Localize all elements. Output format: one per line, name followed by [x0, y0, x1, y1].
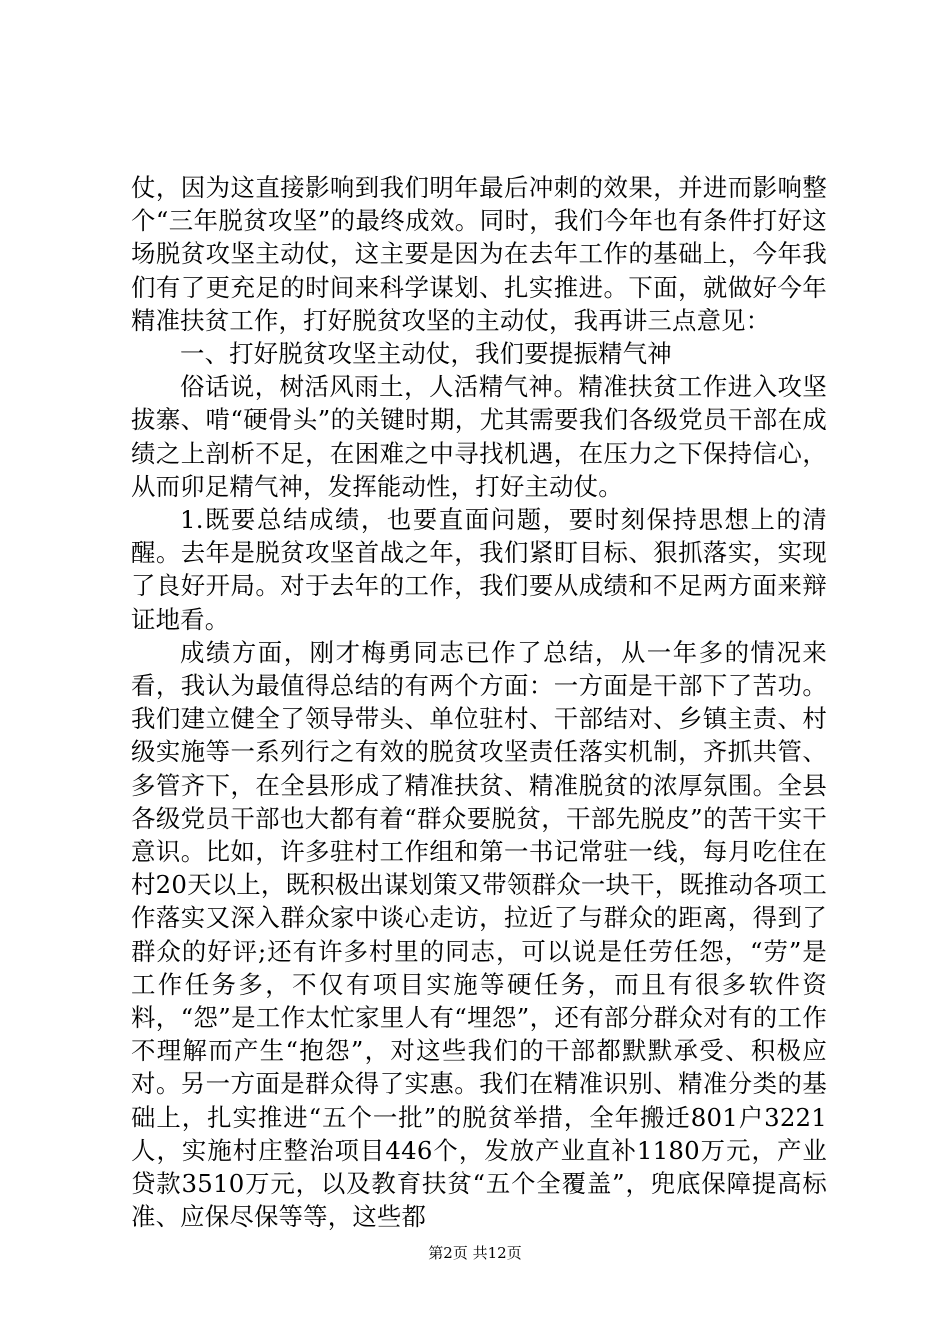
paragraph-point-one: 1.既要总结成绩，也要直面问题，要时刻保持思想上的清醒。去年是脱贫攻坚首战之年，我们紧盯目标、狠抓落实，实现了良好开局。对于去年的工作，我们要从成绩和不足两方面来辩证地看。	[131, 505, 827, 634]
paragraph-achievements: 成绩方面，刚才梅勇同志已作了总结，从一年多的情况来看，我认为最值得总结的有两个方面：一方面是干部下了苦功。我们建立健全了领导带头、单位驻村、干部结对、乡镇主责、村级实施等一系列行之有效的脱贫攻坚责任落实机制，齐抓共管、多管齐下，在全县形成了精准扶贫、精准脱贫的浓厚氛围。全县各级党员干部也大都有着“群众要脱贫，干部先脱皮”的苦干实干意识。比如，许多驻村工作组和第一书记常驻一线，每月吃住在村20天以上，既积极出谋划策又带领群众一块干，既推动各项工作落实又深入群众家中谈心走访，拉近了与群众的距离，得到了群众的好评;还有许多村里的同志，可以说是任劳任怨，“劳”是工作任务多，不仅有项目实施等硬任务，而且有很多软件资料，“怨”是工作太忙家里人有“埋怨”，还有部分群众对有的工作不理解而产生“抱怨”，对这些我们的干部都默默承受、积极应对。另一方面是群众得了实惠。我们在精准识别、精准分类的基础上，扎实推进“五个一批”的脱贫举措，全年搬迁801户3221人，实施村庄整治项目446个，发放产业直补1180万元，产业贷款3510万元，以及教育扶贫“五个全覆盖”，兜底保障提高标准、应保尽保等等，这些都	[131, 637, 827, 1232]
document-body	[131, 171, 827, 1234]
paragraph-continuation: 仗，因为这直接影响到我们明年最后冲刺的效果，并进而影响整个“三年脱贫攻坚”的最终成效。同时，我们今年也有条件打好这场脱贫攻坚主动仗，这主要是因为在去年工作的基础上，今年我们有了更充足的时间来科学谋划、扎实推进。下面，就做好今年精准扶贫工作，打好脱贫攻坚的主动仗，我再讲三点意见：	[131, 173, 827, 335]
paragraph-proverb: 俗话说，树活风雨土，人活精气神。精准扶贫工作进入攻坚拔寨、啃“硬骨头”的关键时期，尤其需要我们各级党员干部在成绩之上剖析不足，在困难之中寻找机遇，在压力之下保持信心，从而卯足精气神，发挥能动性，打好主动仗。	[131, 372, 827, 501]
section-heading: 一、打好脱贫攻坚主动仗，我们要提振精气神	[180, 339, 672, 369]
page-footer: 第2页 共12页	[428, 1244, 522, 1262]
